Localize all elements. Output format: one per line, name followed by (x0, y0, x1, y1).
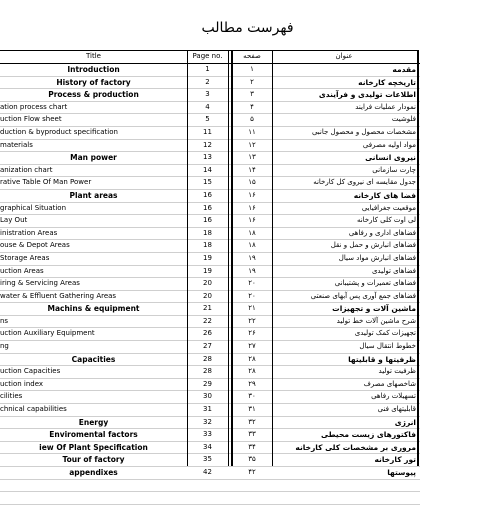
row-english-title: inistration Areas (0, 228, 58, 237)
row-page-no: 35 (203, 455, 212, 464)
row-fa-page: ۲۱ (248, 304, 256, 313)
row-fa-page: ۱۱ (248, 127, 256, 136)
row-page-no: 42 (203, 468, 212, 476)
table-row (0, 228, 420, 241)
table-row (0, 253, 420, 266)
row-fa-page: ۴ (250, 102, 254, 111)
row-page-no: 16 (203, 203, 212, 212)
row-persian-title: فضاهای انبارش و حمل و نقل (330, 241, 416, 250)
column-divider (187, 50, 188, 466)
page-title: فهرست مطالب (201, 20, 294, 36)
row-english-title: Tour of factory (62, 455, 125, 465)
row-page-no: 14 (203, 165, 212, 174)
row-persian-title: مواد اولیه مصرفی (362, 140, 416, 149)
row-page-no: 31 (203, 405, 212, 414)
row-page-no: 15 (203, 178, 212, 187)
row-page-no: 29 (203, 379, 212, 388)
row-english-title (0, 492, 187, 504)
table-row (0, 341, 420, 354)
row-fa-page: ۱۶ (248, 216, 256, 225)
table-row (0, 215, 420, 228)
row-fa-page: ۳۰ (248, 392, 256, 401)
column-divider (272, 50, 273, 466)
row-page-no: 5 (205, 115, 210, 124)
row-persian-title (272, 480, 418, 492)
row-page-no: 20 (203, 291, 212, 300)
table-row (0, 404, 420, 417)
row-fa-page: ۲۸ (248, 367, 256, 376)
row-page-no: 19 (203, 266, 212, 275)
row-english-title: water & Effluent Gathering Areas (0, 291, 117, 300)
table-row (0, 77, 420, 90)
row-fa-page: ۴۲ (248, 468, 256, 476)
row-english-title: ation process chart (0, 102, 68, 111)
row-page-no: 13 (203, 153, 212, 162)
row-page-no: 33 (203, 430, 212, 439)
row-persian-title: اطلاعات تولیدی و فرآیندی (318, 90, 416, 100)
row-persian-title: فضاهای اداری و رفاهی (348, 228, 416, 237)
row-page-no: 28 (203, 367, 212, 376)
row-fa-page: ۱۵ (248, 178, 256, 187)
row-fa-page: ۱۶ (248, 203, 256, 212)
row-persian-title: نمودار عملیات فرایند (355, 102, 416, 111)
table-row (0, 190, 420, 203)
row-english-title: rative Table Of Man Power (0, 178, 92, 187)
table-row (0, 266, 420, 279)
row-english-title: ouse & Depot Areas (0, 241, 70, 250)
row-fa-page: ۱۳ (248, 153, 256, 162)
row-english-title: ng (0, 342, 9, 351)
table-row (0, 152, 420, 165)
row-english-title: iring & Servicing Areas (0, 279, 80, 288)
row-fa-page: ۱۸ (248, 241, 256, 250)
row-page-no: 3 (205, 90, 210, 99)
row-english-title: uction index (0, 379, 44, 388)
row-fa-page: ۲۸ (248, 354, 256, 363)
row-english-title: chnical capabilities (0, 405, 67, 414)
row-fa-page: ۳۵ (248, 455, 256, 464)
table-row (0, 127, 420, 140)
row-english-title: History of factory (56, 77, 131, 87)
row-fa-page: ۲۹ (248, 379, 256, 388)
table-row (0, 177, 420, 190)
row-persian-title: پیوستها (387, 468, 416, 477)
row-english-title: Storage Areas (0, 253, 50, 262)
table-row (0, 366, 420, 379)
table-row (0, 303, 420, 316)
row-page-no: 16 (203, 190, 212, 199)
table-row (0, 454, 420, 467)
row-persian-title: فلوشیت (391, 115, 416, 124)
table-row (0, 89, 420, 102)
table-row (0, 240, 420, 253)
table-row (0, 429, 420, 442)
header-fa-title: عنوان (335, 52, 353, 60)
row-english-title: uction Capacities (0, 367, 61, 376)
row-persian-title: موقعیت جغرافیایی (361, 203, 416, 212)
row-fa-page: ۵ (250, 115, 254, 124)
row-persian-title: انرژی (394, 417, 416, 427)
row-fa-page: ۱۸ (248, 228, 256, 237)
table-row (0, 203, 420, 216)
table-row (0, 114, 420, 127)
table-row (0, 102, 420, 115)
column-divider (228, 50, 229, 466)
table-of-contents (0, 50, 420, 505)
row-page-no: 18 (203, 228, 212, 237)
row-persian-title: خطوط انتقال سیال (359, 342, 416, 351)
table-row (0, 64, 420, 77)
row-english-title: Introduction (67, 65, 120, 74)
row-fa-page: ۱۶ (248, 190, 256, 199)
row-fa-page: ۳۱ (248, 405, 256, 414)
row-fa-page (232, 480, 272, 492)
row-english-title: Capacities (71, 354, 116, 364)
row-english-title: uction Auxiliary Equipment (0, 329, 95, 338)
table-row (0, 492, 420, 505)
row-persian-title: شاخصهای مصرف (363, 379, 416, 388)
row-fa-page: ۲۷ (248, 342, 256, 351)
row-english-title: cilities (0, 392, 23, 401)
row-english-title: Plant areas (69, 190, 118, 200)
row-persian-title: چارت سازمانی (372, 165, 416, 174)
row-fa-page (232, 492, 272, 504)
row-page-no: 20 (203, 279, 212, 288)
table-row (0, 354, 420, 367)
row-persian-title: تجهیزات کمک تولیدی (354, 329, 416, 338)
header-fa-page: صفحه (243, 52, 261, 60)
row-persian-title: شرح ماشین آلات خط تولید (336, 316, 416, 325)
table-row (0, 316, 420, 329)
row-page-no: 4 (205, 102, 210, 111)
row-fa-page: ۳۴ (248, 442, 256, 451)
row-english-title: graphical Situation (0, 203, 67, 212)
row-fa-page: ۲۰ (248, 279, 256, 288)
row-english-title: Enviromental factors (49, 430, 138, 440)
double-divider (231, 50, 233, 466)
table-row (0, 379, 420, 392)
table-row (0, 291, 420, 304)
row-persian-title: مروری بر مشخصات کلی کارخانه (295, 442, 416, 452)
table-row (0, 442, 420, 455)
header-title: Title (85, 52, 101, 60)
table-row (0, 467, 420, 480)
row-english-title: anization chart (0, 165, 53, 174)
row-persian-title: فضاهای تولیدی (371, 266, 416, 275)
row-fa-page: ۲۶ (248, 329, 256, 338)
row-page-no: 18 (203, 241, 212, 250)
row-fa-page: ۲ (250, 77, 254, 86)
row-fa-page: ۱ (250, 65, 254, 73)
row-page-no: 12 (203, 140, 212, 149)
row-page-no: 28 (203, 354, 212, 363)
row-persian-title: ظرفیتها و قابلیتها (348, 354, 416, 364)
table-top-border (0, 50, 419, 51)
row-english-title: appendixes (69, 468, 118, 477)
row-persian-title: نیروی انسانی (365, 153, 416, 163)
table-row (0, 480, 420, 493)
row-fa-page: ۳۳ (248, 430, 256, 439)
row-english-title: Process & production (48, 90, 139, 100)
row-fa-page: ۳۲ (248, 417, 256, 426)
row-page-no: 21 (203, 304, 212, 313)
row-page-no: 30 (203, 392, 212, 401)
table-header (0, 50, 420, 64)
row-persian-title: ماشین آلات و تجهیزات (332, 304, 416, 314)
row-persian-title: فاکتورهای زیست محیطی (321, 430, 416, 440)
row-fa-page: ۱۹ (248, 253, 256, 262)
row-persian-title: جدول مقایسه ای نیروی کل کارخانه (313, 178, 416, 187)
row-persian-title: ظرفیت تولید (378, 367, 416, 376)
row-page-no: 1 (205, 65, 210, 73)
right-border (417, 50, 419, 466)
row-persian-title: لی اوت کلی کارخانه (356, 216, 416, 225)
row-english-title: duction & byproduct specification (0, 127, 118, 136)
row-persian-title: تسهیلات رفاهی (371, 392, 416, 401)
row-fa-page: ۳ (250, 90, 254, 99)
table-row (0, 140, 420, 153)
table-row (0, 417, 420, 430)
row-fa-page: ۲۰ (248, 291, 256, 300)
row-page-no (187, 480, 228, 492)
row-persian-title: فضاهای انبارش مواد سیال (338, 253, 416, 262)
row-page-no: 34 (203, 442, 212, 451)
row-page-no (187, 492, 228, 504)
row-page-no: 32 (203, 417, 212, 426)
row-english-title: iew Of Plant Specification (39, 442, 148, 452)
row-english-title: Energy (78, 417, 109, 427)
row-english-title: Lay Out (0, 216, 28, 225)
row-persian-title: تاریخچه کارخانه (358, 77, 416, 87)
row-persian-title: فضا های کارخانه (353, 190, 416, 200)
table-row (0, 328, 420, 341)
row-page-no: 16 (203, 216, 212, 225)
row-page-no: 26 (203, 329, 212, 338)
row-persian-title: قابلیتهای فنی (377, 405, 416, 414)
header-page-no: Page no. (192, 52, 223, 60)
row-fa-page: ۱۴ (248, 165, 256, 174)
row-page-no: 27 (203, 342, 212, 351)
table-row (0, 278, 420, 291)
row-english-title (0, 480, 187, 492)
table-row (0, 165, 420, 178)
row-persian-title: مشخصات محصول و محصول جانبی (311, 127, 416, 136)
row-persian-title (272, 492, 418, 504)
row-english-title: uction Areas (0, 266, 44, 275)
row-fa-page: ۱۲ (248, 140, 256, 149)
row-persian-title: فضاهای جمع آوری پس آبهای صنعتی (310, 291, 416, 300)
row-english-title: ns (0, 316, 9, 325)
row-english-title: Machins & equipment (47, 304, 140, 314)
row-fa-page: ۱۹ (248, 266, 256, 275)
row-page-no: 22 (203, 316, 212, 325)
row-english-title: uction Flow sheet (0, 115, 62, 124)
table-row (0, 391, 420, 404)
row-english-title: materials (0, 140, 33, 149)
row-persian-title: تور کارخانه (374, 455, 416, 465)
row-page-no: 11 (203, 127, 212, 136)
row-english-title: Man power (70, 153, 117, 163)
row-persian-title: مقدمه (392, 65, 416, 74)
row-fa-page: ۲۲ (248, 316, 256, 325)
row-page-no: 19 (203, 253, 212, 262)
row-persian-title: فضاهای تعمیرات و پشتیبانی (334, 279, 416, 288)
row-page-no: 2 (205, 77, 210, 86)
